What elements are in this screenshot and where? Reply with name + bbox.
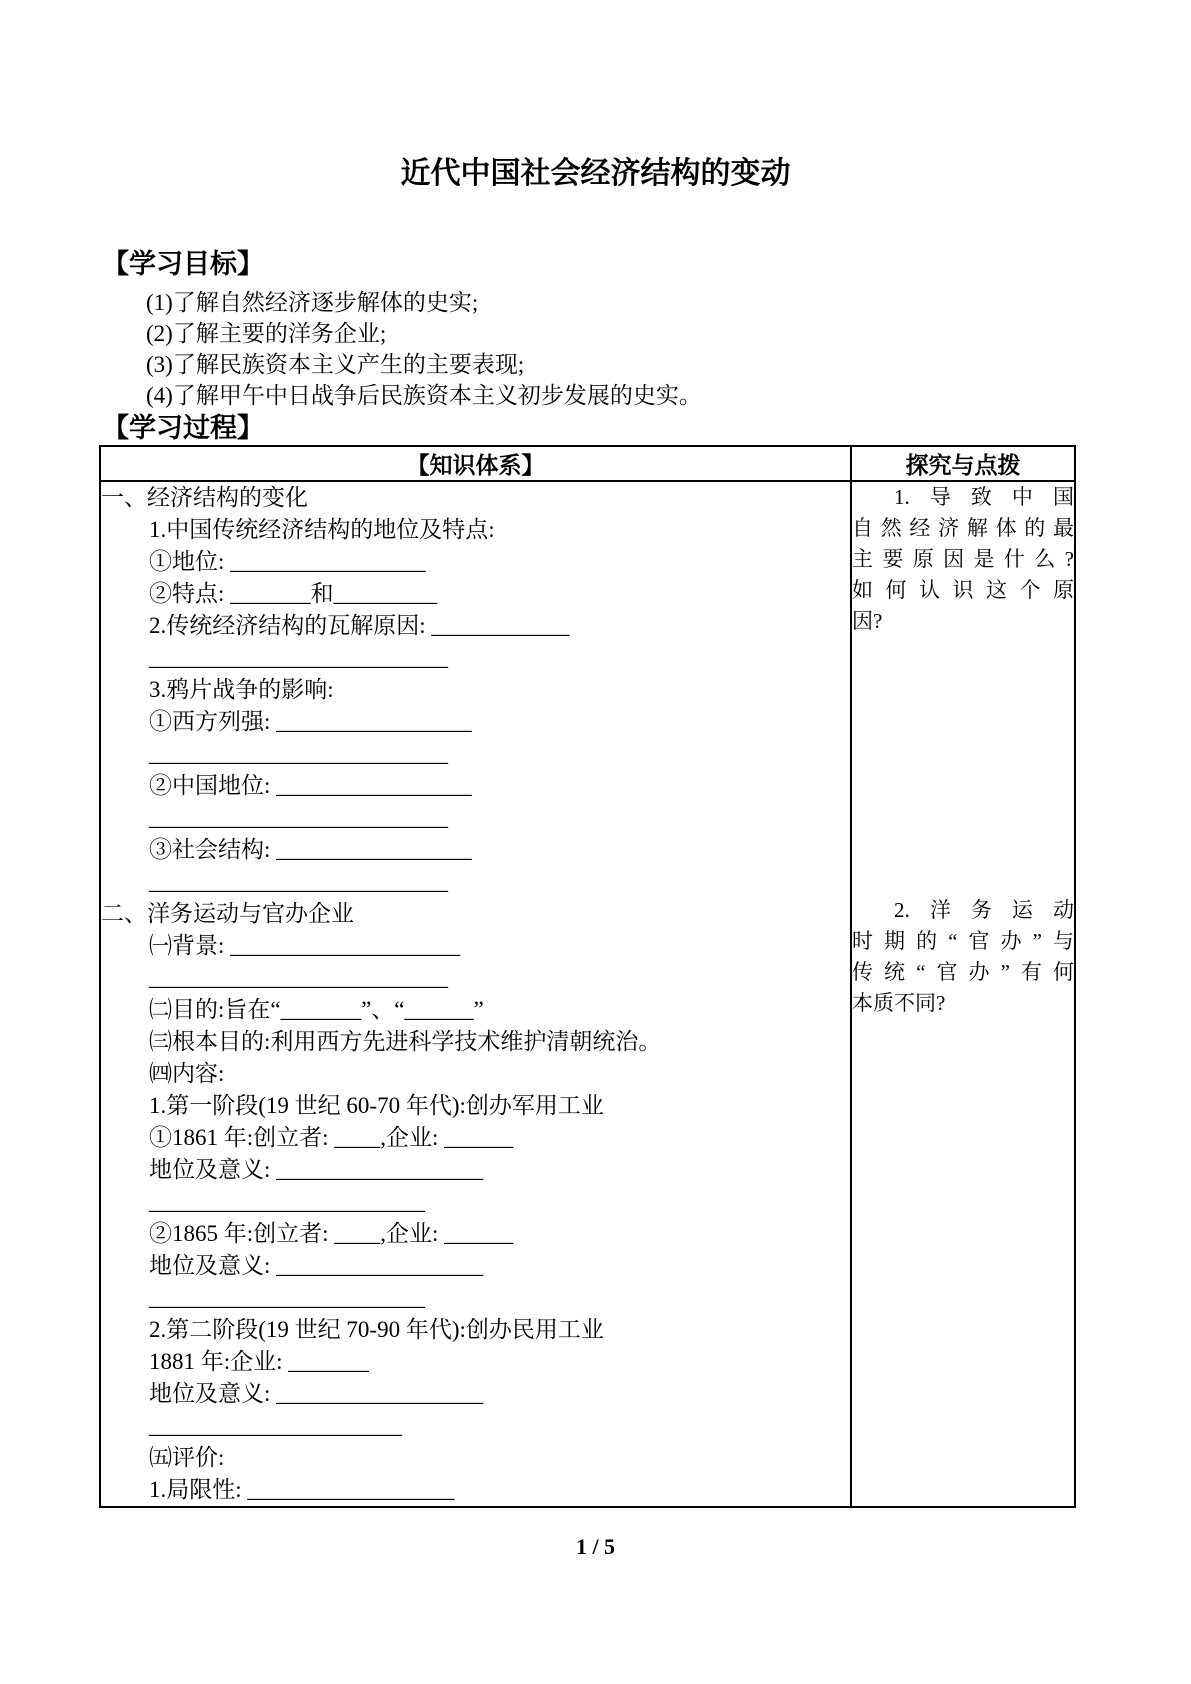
knowledge-line: ①西方列强: _________________ bbox=[149, 709, 472, 734]
knowledge-line: 一、经济结构的变化 bbox=[101, 485, 308, 510]
note-line: 1.导致中国 bbox=[894, 485, 1074, 509]
knowledge-line: ①1861 年:创立者: ____,企业: ______ bbox=[149, 1125, 514, 1150]
objective-item: (1)了解自然经济逐步解体的史实; bbox=[146, 290, 479, 315]
note-line: 2.洋务运动 bbox=[894, 898, 1074, 922]
knowledge-line: ㈤评价: bbox=[149, 1445, 225, 1470]
note-block bbox=[852, 482, 1074, 637]
objective-item: (3)了解民族资本主义产生的主要表现; bbox=[146, 352, 525, 377]
knowledge-line: 地位及意义: __________________ bbox=[149, 1253, 484, 1278]
knowledge-line: 3.鸦片战争的影响: bbox=[149, 677, 334, 702]
note-line: 传统“官办”有何 bbox=[852, 960, 1074, 984]
worksheet-table bbox=[99, 445, 1076, 1508]
objectives-heading: 【学习目标】 bbox=[102, 249, 264, 279]
note-line: 因? bbox=[852, 609, 883, 633]
knowledge-line: __________________________ bbox=[149, 965, 448, 990]
knowledge-line: 地位及意义: __________________ bbox=[149, 1157, 484, 1182]
knowledge-line: ㈡目的:旨在“_______”、“______” bbox=[149, 997, 484, 1022]
knowledge-line: ③社会结构: _________________ bbox=[149, 837, 472, 862]
process-heading: 【学习过程】 bbox=[102, 413, 264, 443]
knowledge-line: ㈣内容: bbox=[149, 1061, 225, 1086]
knowledge-column-header: 【知识体系】 bbox=[100, 446, 851, 481]
knowledge-cell bbox=[100, 481, 851, 1507]
knowledge-line: ______________________ bbox=[149, 1413, 402, 1438]
knowledge-line: 2.第二阶段(19 世纪 70-90 年代):创办民用工业 bbox=[149, 1317, 604, 1342]
document-title: 近代中国社会经济结构的变动 bbox=[400, 157, 791, 190]
note-block bbox=[852, 895, 1074, 1019]
knowledge-line: 1.局限性: __________________ bbox=[149, 1477, 455, 1502]
knowledge-line: __________________________ bbox=[149, 741, 448, 766]
table-header-row bbox=[100, 446, 1075, 481]
knowledge-line: 1881 年:企业: _______ bbox=[149, 1349, 369, 1374]
knowledge-line: __________________________ bbox=[149, 645, 448, 670]
note-line: 自然经济解体的最 bbox=[852, 516, 1074, 540]
objective-item: (2)了解主要的洋务企业; bbox=[146, 321, 387, 346]
knowledge-line: ②1865 年:创立者: ____,企业: ______ bbox=[149, 1221, 514, 1246]
knowledge-line: ①地位: _________________ bbox=[149, 549, 426, 574]
knowledge-line: 1.第一阶段(19 世纪 60-70 年代):创办军用工业 bbox=[149, 1093, 604, 1118]
note-line: 如何认识这个原 bbox=[852, 578, 1074, 602]
knowledge-line: 1.中国传统经济结构的地位及特点: bbox=[149, 517, 495, 542]
knowledge-line: ㈢根本目的:利用西方先进科学技术维护清朝统治。 bbox=[149, 1029, 662, 1054]
notes-column-header: 探究与点拨 bbox=[851, 446, 1075, 481]
knowledge-line: 2.传统经济结构的瓦解原因: ____________ bbox=[149, 613, 570, 638]
knowledge-line: 地位及意义: __________________ bbox=[149, 1381, 484, 1406]
knowledge-line: ________________________ bbox=[149, 1189, 425, 1214]
note-line: 本质不同? bbox=[852, 991, 946, 1015]
page-number: 1 / 5 bbox=[575, 1534, 616, 1559]
knowledge-line: ②特点: _______和_________ bbox=[149, 581, 438, 606]
objective-item: (4)了解甲午中日战争后民族资本主义初步发展的史实。 bbox=[146, 383, 702, 408]
knowledge-line: __________________________ bbox=[149, 869, 448, 894]
note-line: 主要原因是什么? bbox=[852, 547, 1074, 571]
knowledge-line: ②中国地位: _________________ bbox=[149, 773, 472, 798]
objectives-list bbox=[0, 287, 1191, 411]
knowledge-line: ㈠背景: ____________________ bbox=[149, 933, 461, 958]
knowledge-line: __________________________ bbox=[149, 805, 448, 830]
knowledge-line: ________________________ bbox=[149, 1285, 425, 1310]
table-body-row bbox=[100, 481, 1075, 1507]
knowledge-line: 二、洋务运动与官办企业 bbox=[101, 901, 354, 926]
note-line: 时期的“官办”与 bbox=[852, 929, 1074, 953]
notes-cell bbox=[851, 481, 1075, 1507]
